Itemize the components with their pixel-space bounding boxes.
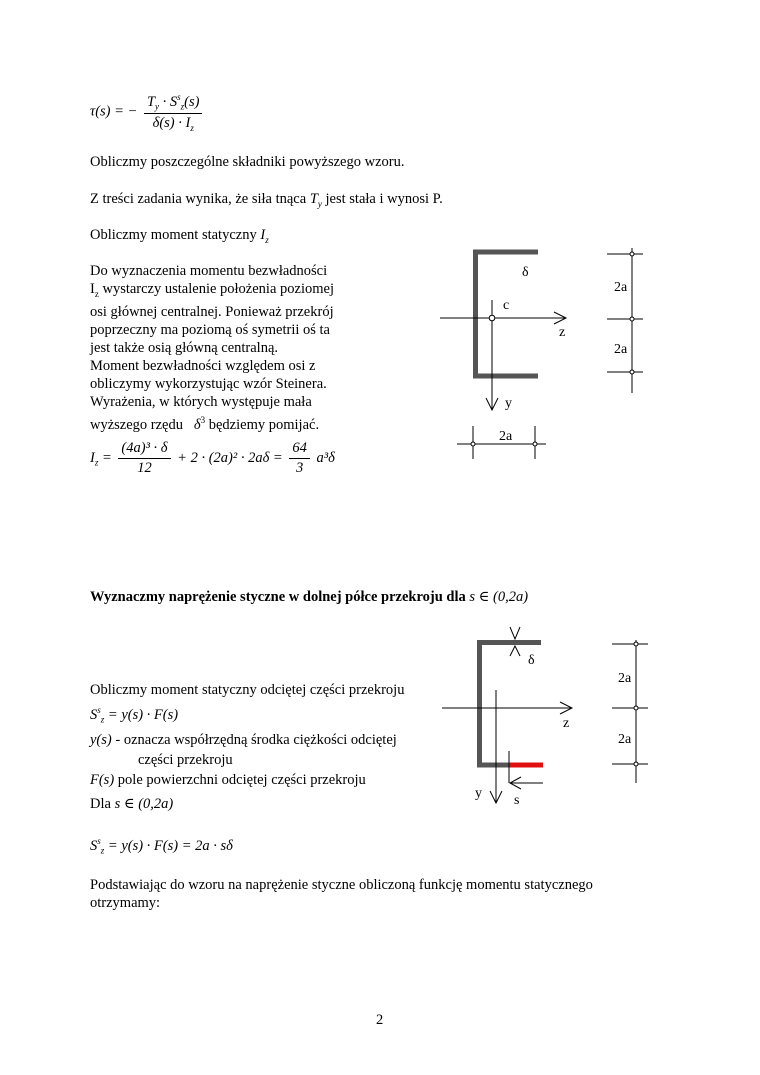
line-1: Obliczmy poszczególne składniki powyższego wzoru. [90, 154, 405, 170]
iz-lhs: I [90, 449, 95, 466]
d1-c: c [503, 298, 510, 313]
d1-y: y [505, 396, 512, 411]
line-2-var: T [309, 191, 318, 207]
section-heading [90, 589, 528, 606]
page-number: 2 [376, 1012, 384, 1028]
p1-iz-sub: z [94, 288, 99, 299]
d2-z: z [563, 716, 570, 731]
p1-line-text: wystarczy ustalenie położenia poziomej [102, 281, 334, 297]
iz-mid: + 2 · (2a)² · 2aδ = [177, 449, 287, 466]
p2-formula [90, 700, 404, 730]
sz-sup: s [97, 836, 101, 846]
num-t: T [146, 93, 156, 110]
p2-s-sub: z [100, 714, 105, 725]
line-2-before: Z treści zadania wynika, że siła tnąca [90, 191, 310, 207]
heading-math: s ∈ (0,2a) [469, 589, 529, 605]
c-section-1 [476, 252, 539, 376]
p1-delta: δ [193, 416, 201, 433]
d2-y: y [475, 786, 482, 801]
p1-line: Moment bezwładności względem osi z [90, 357, 316, 374]
closing-line: otrzymamy: [90, 895, 161, 911]
line-3-text: Obliczmy moment statyczny [90, 227, 261, 243]
iz-f2-den: 3 [295, 460, 304, 476]
d1-dim-top: 2a [614, 280, 628, 295]
p1-line: Do wyznaczenia momentu bezwładności [90, 263, 328, 279]
diagram-1 [440, 248, 643, 459]
num-t-sub: y [155, 101, 160, 112]
centroid-point [489, 315, 495, 321]
p2-fs-text: pole powierzchni odciętej części przekroju [114, 771, 366, 788]
iz-f1-den: 12 [137, 460, 152, 476]
p2-ys: y(s) [90, 731, 112, 748]
iz-f1-num: (4a)³ · δ [118, 440, 170, 459]
p2-s: S [90, 706, 98, 723]
p2-ys-text: - oznacza współrzędną środka ciężkości odciętej [111, 731, 397, 748]
formula-tau-lhs: τ(s) = − [90, 103, 138, 120]
iz-eq: = [98, 449, 116, 466]
formula-sz [90, 836, 233, 856]
d2-delta: δ [528, 653, 535, 668]
p2-line [90, 730, 404, 750]
num-s-sup: s [177, 92, 181, 102]
p1-iz: I [90, 281, 95, 297]
p1-line: osi głównej centralnej. Ponieważ przekrój [90, 303, 334, 320]
sz-sub: z [100, 845, 105, 856]
p2-line [90, 770, 404, 790]
d1-z: z [559, 325, 566, 340]
den-sub: z [190, 122, 194, 133]
d2-dim-bottom: 2a [618, 732, 632, 747]
d1-delta: δ [522, 265, 529, 280]
dla-line [90, 796, 173, 813]
p1-line: Wyrażenia, w których występuje mała [90, 393, 312, 410]
line-3-sub: z [265, 234, 269, 245]
p1-line-text: wyższego rzędu [90, 416, 183, 433]
p1-delta-sup: 3 [200, 414, 206, 425]
d2-s: s [514, 793, 520, 808]
p2-formula-rest: = y(s) · F(s) [104, 706, 179, 723]
iz-lhs-sub: z [94, 457, 99, 468]
diagram-2 [442, 627, 648, 808]
p1-line: jest także osią główną centralną. [90, 339, 279, 356]
sz-s: S [90, 837, 98, 854]
dla-math: s ∈ (0,2a) [114, 796, 174, 812]
den: δ(s) · I [152, 114, 191, 131]
p1-line-text: będziemy pomijać. [208, 416, 320, 433]
iz-f2-num: 64 [289, 440, 310, 459]
line-2-after: jest stała i wynosi P. [321, 191, 443, 207]
num-s-sub: z [180, 101, 185, 112]
iz-end: a³δ [316, 449, 335, 466]
d2-dim-top: 2a [618, 671, 632, 686]
closing-paragraph [90, 876, 593, 912]
line-2-sub: y [317, 198, 322, 209]
d1-dim-width: 2a [499, 429, 513, 444]
sz-rest: = y(s) · F(s) = 2a · sδ [104, 837, 233, 854]
p2-line: Obliczmy moment statyczny odciętej części przekroju [90, 682, 405, 698]
p1-line: obliczymy wykorzystując wzór Steinera. [90, 375, 327, 392]
num-end: (s) [184, 93, 200, 110]
p2-s-sup: s [97, 705, 101, 715]
paragraph-2 [90, 680, 404, 790]
d1-dim-bottom: 2a [614, 342, 628, 357]
line-3-var: I [260, 227, 266, 243]
p1-line: poprzeczny ma poziomą oś symetrii oś ta [90, 321, 330, 338]
heading-text: Wyznaczmy naprężenie styczne w dolnej półce przekroju dla [90, 589, 466, 605]
p2-fs: F(s) [90, 771, 115, 788]
num-s: · S [159, 93, 178, 110]
dla-text: Dla [90, 796, 115, 812]
closing-line: Podstawiając do wzoru na naprężenie styczne obliczoną funkcję momentu statycznego [90, 877, 593, 893]
p2-line: części przekroju [138, 751, 233, 768]
